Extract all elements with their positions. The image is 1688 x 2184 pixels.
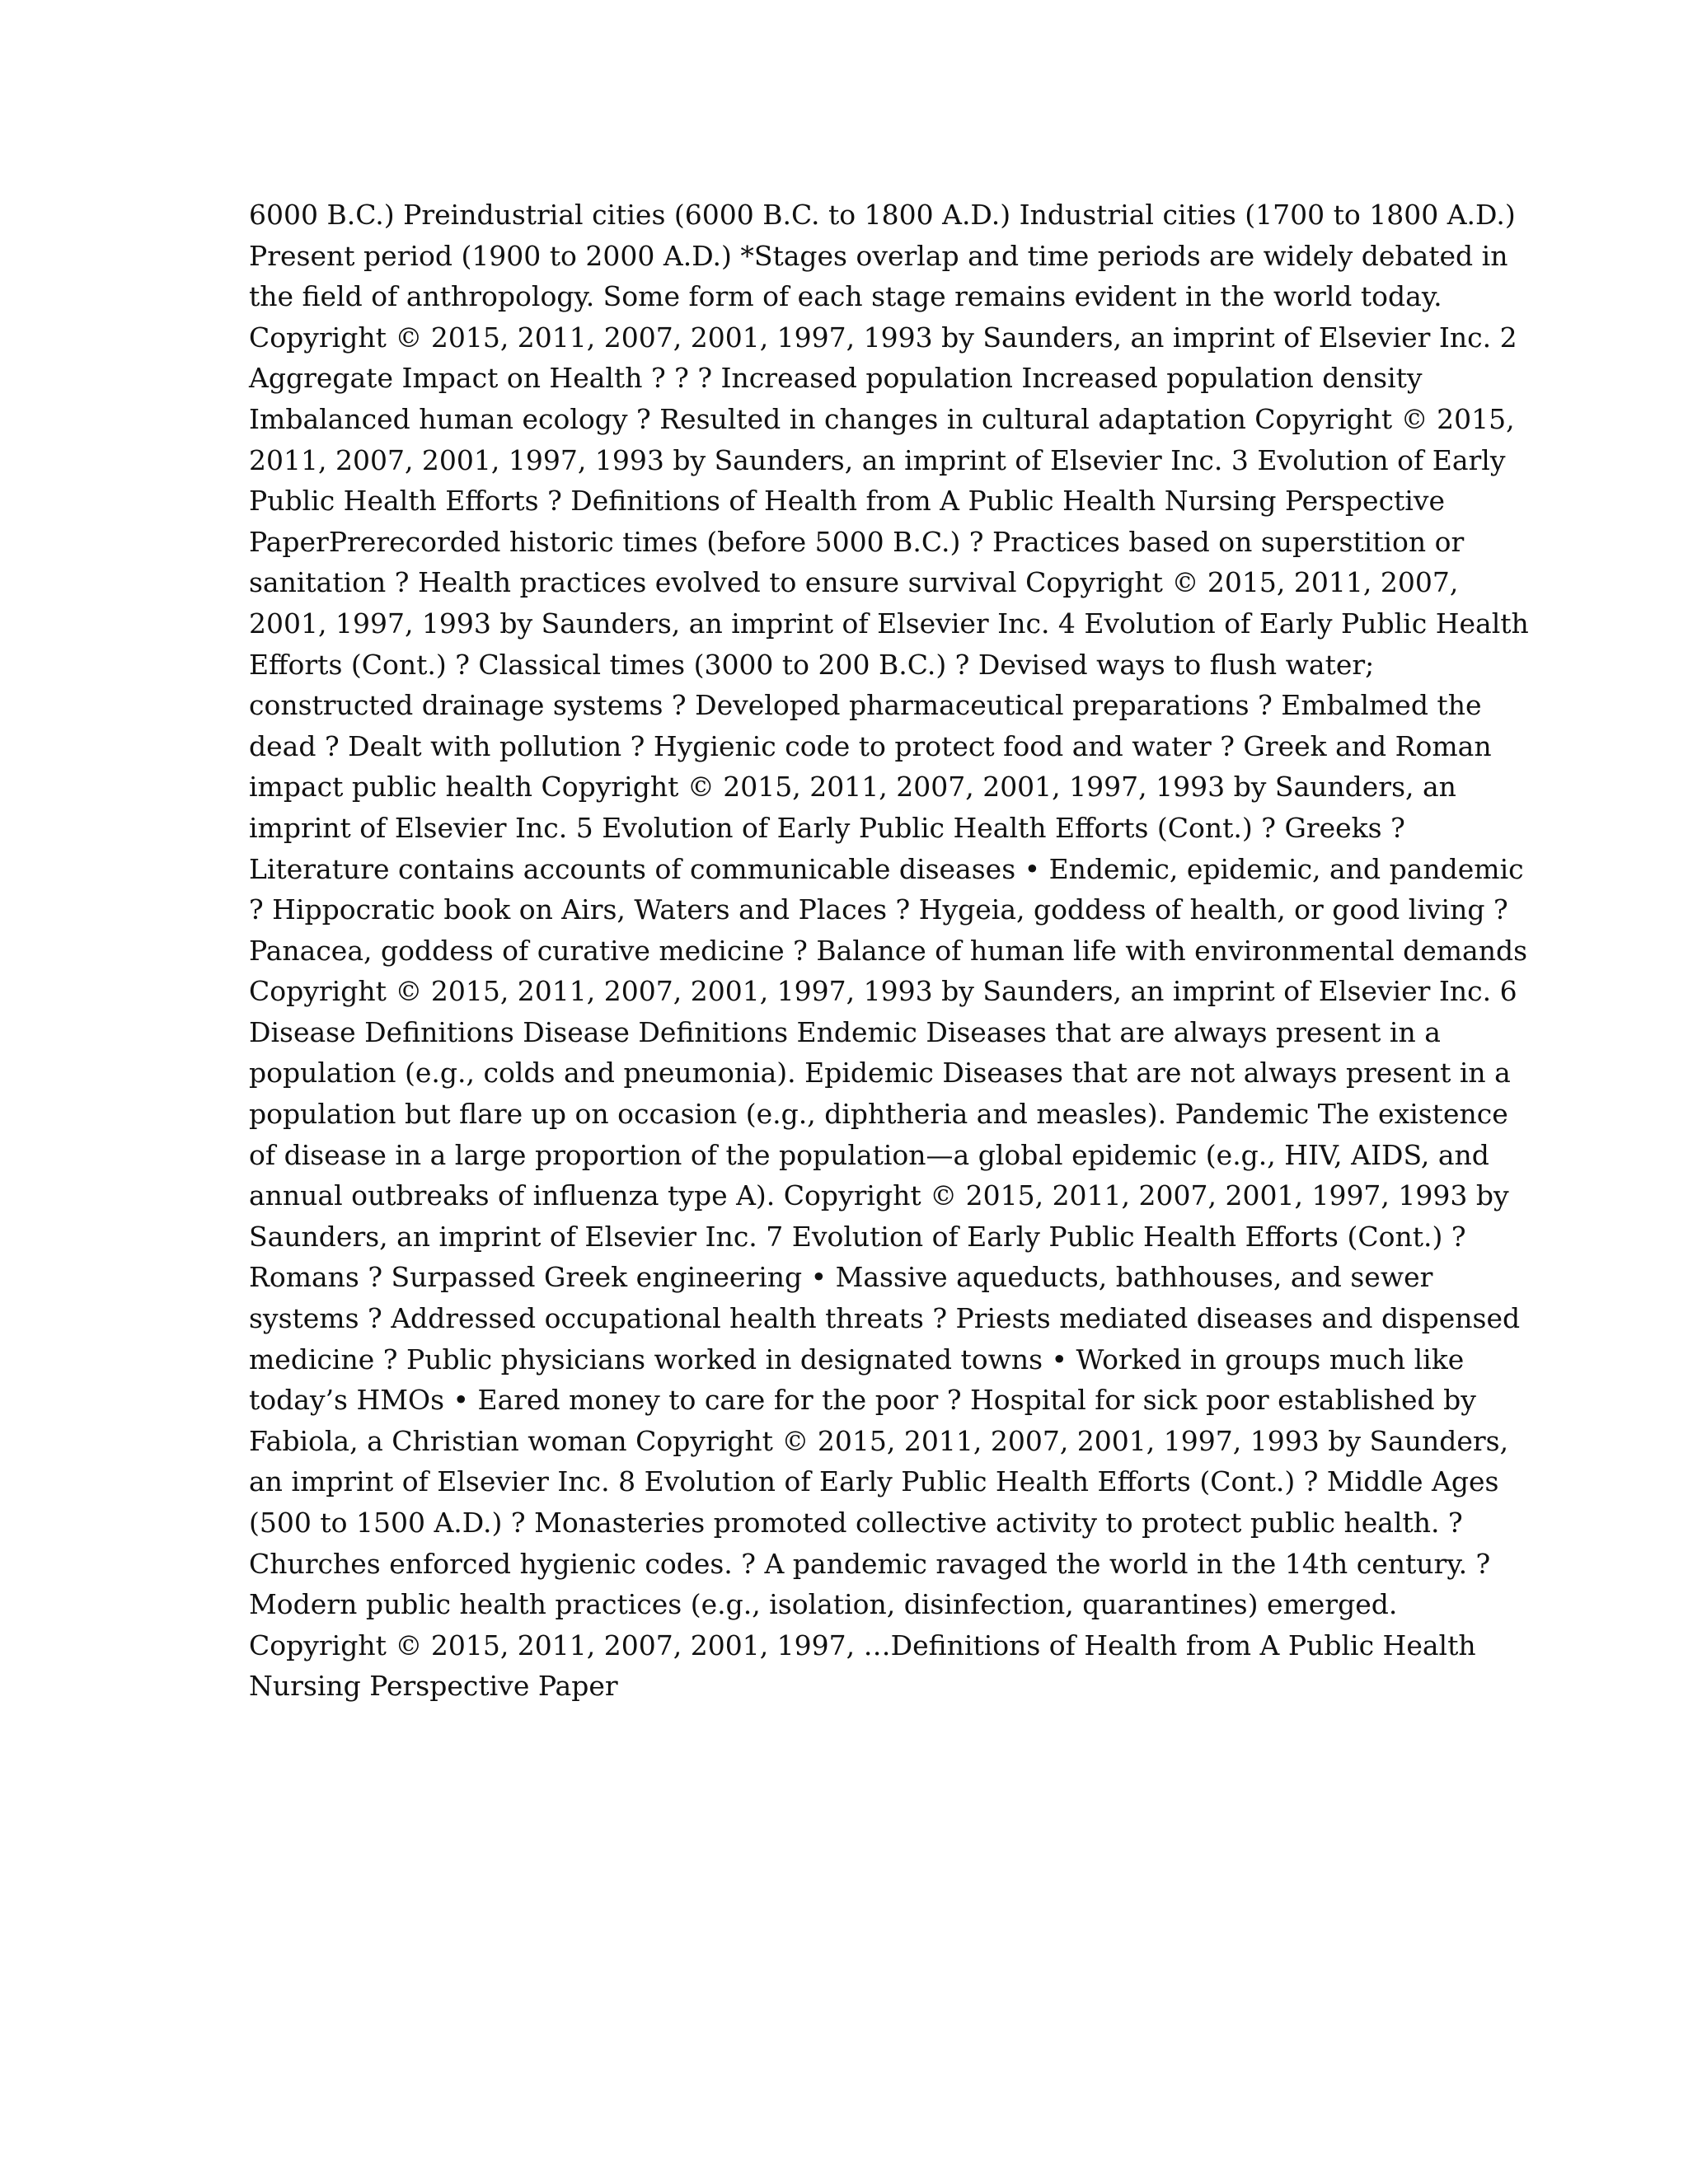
text-line: Efforts (Cont.) ? Classical times (3000 to 200 B.C.) ? Devised ways to flush water; <box>249 648 1375 681</box>
text-line: the field of anthropology. Some form of each stage remains evident in the world today. <box>249 280 1442 313</box>
text-line: population but flare up on occasion (e.g., diphtheria and measles). Pandemic The existence <box>249 1098 1508 1131</box>
text-line: Public Health Efforts ? Definitions of Health from A Public Health Nursing Perspective <box>249 485 1446 518</box>
text-line: Aggregate Impact on Health ? ? ? Increased population Increased population density <box>249 362 1423 395</box>
text-line: Disease Definitions Disease Definitions Endemic Diseases that are always present in a <box>249 1015 1441 1048</box>
text-line: impact public health Copyright © 2015, 2011, 2007, 2001, 1997, 1993 by Saunders, an <box>249 771 1456 804</box>
text-line: Romans ? Surpassed Greek engineering • Massive aqueducts, bathhouses, and sewer <box>249 1261 1433 1294</box>
text-line: an imprint of Elsevier Inc. 8 Evolution of Early Public Health Efforts (Cont.) ? Middle Ages <box>249 1465 1499 1498</box>
text-line: Modern public health practices (e.g., isolation, disinfection, quarantines) emerged. <box>249 1588 1398 1621</box>
text-line: annual outbreaks of influenza type A). Copyright © 2015, 2011, 2007, 2001, 1997, 1993 by <box>249 1179 1509 1212</box>
text-line: 2011, 2007, 2001, 1997, 1993 by Saunders, an imprint of Elsevier Inc. 3 Evolution of Early <box>249 443 1506 476</box>
text-line: Literature contains accounts of communicable diseases • Endemic, epidemic, and pandemic <box>249 852 1524 885</box>
text-line: systems ? Addressed occupational health threats ? Priests mediated diseases and dispensed <box>249 1302 1521 1335</box>
text-line: PaperPrerecorded historic times (before 5000 B.C.) ? Practices based on superstition or <box>249 525 1465 558</box>
text-line: Panacea, goddess of curative medicine ? Balance of human life with environmental demands <box>249 934 1528 967</box>
text-line: (500 to 1500 A.D.) ? Monasteries promoted collective activity to protect public health. ? <box>249 1507 1463 1539</box>
text-line: Imbalanced human ecology ? Resulted in changes in cultural adaptation Copyright © 2015, <box>249 402 1515 435</box>
text-line: today’s HMOs • Eared money to care for the poor ? Hospital for sick poor established by <box>249 1384 1476 1417</box>
body-text <box>249 194 1529 1707</box>
text-line: Churches enforced hygienic codes. ? A pandemic ravaged the world in the 14th century. ? <box>249 1547 1491 1580</box>
text-line: population (e.g., colds and pneumonia). Epidemic Diseases that are not always present in a <box>249 1057 1511 1090</box>
text-line: Fabiola, a Christian woman Copyright © 2015, 2011, 2007, 2001, 1997, 1993 by Saunders, <box>249 1424 1509 1457</box>
text-line: 6000 B.C.) Preindustrial cities (6000 B.C. to 1800 A.D.) Industrial cities (1700 to 1800 A.D.) <box>249 199 1516 231</box>
text-line: Nursing Perspective Paper <box>249 1670 618 1703</box>
text-line: of disease in a large proportion of the population—a global epidemic (e.g., HIV, AIDS, and <box>249 1138 1489 1171</box>
text-line: Copyright © 2015, 2011, 2007, 2001, 1997, 1993 by Saunders, an imprint of Elsevier Inc. 6 <box>249 975 1517 1008</box>
text-line: ? Hippocratic book on Airs, Waters and Places ? Hygeia, goddess of health, or good living ? <box>249 893 1508 926</box>
text-line: 2001, 1997, 1993 by Saunders, an imprint of Elsevier Inc. 4 Evolution of Early Public Health <box>249 607 1529 640</box>
text-line: imprint of Elsevier Inc. 5 Evolution of Early Public Health Efforts (Cont.) ? Greeks ? <box>249 811 1405 844</box>
text-line: Copyright © 2015, 2011, 2007, 2001, 1997, 1993 by Saunders, an imprint of Elsevier Inc. 2 <box>249 321 1517 354</box>
text-line: Saunders, an imprint of Elsevier Inc. 7 Evolution of Early Public Health Efforts (Cont.) ? <box>249 1220 1466 1253</box>
text-line: medicine ? Public physicians worked in designated towns • Worked in groups much like <box>249 1343 1465 1376</box>
text-line: Present period (1900 to 2000 A.D.) *Stages overlap and time periods are widely debated in <box>249 239 1508 272</box>
text-line: Copyright © 2015, 2011, 2007, 2001, 1997, …Definitions of Health from A Public Health <box>249 1629 1476 1661</box>
text-line: sanitation ? Health practices evolved to ensure survival Copyright © 2015, 2011, 2007, <box>249 566 1459 599</box>
text-line: constructed drainage systems ? Developed pharmaceutical preparations ? Embalmed the <box>249 689 1482 722</box>
text-line: dead ? Dealt with pollution ? Hygienic code to protect food and water ? Greek and Roman <box>249 729 1492 762</box>
